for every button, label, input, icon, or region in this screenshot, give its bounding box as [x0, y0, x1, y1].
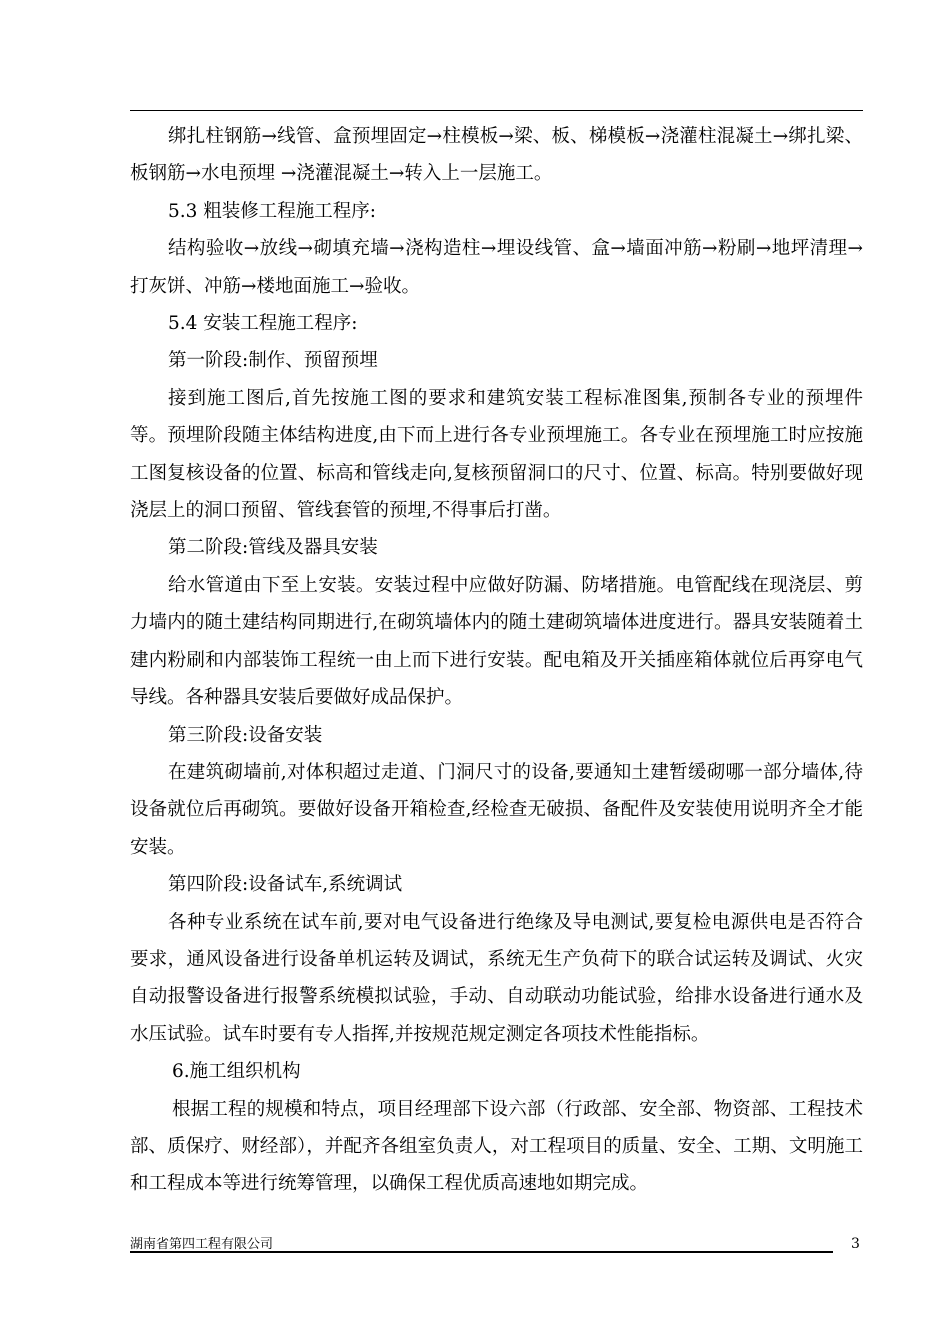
stage-1-paragraph: 接到施工图后,首先按施工图的要求和建筑安装工程标准图集,预制各专业的预埋件等。预埋阶段随主体结构进度,由下而上进行各专业预埋施工。各专业在预埋施工时应按施工图复核设备的位置、标高和管线走向,复核预留洞口的尺寸、位置、标高。特别要做好现浇层上的洞口预留、管线套管的预埋,不得事后打凿。	[130, 387, 863, 522]
page-number: 3	[851, 1236, 860, 1252]
paragraph-rough-decoration: 结构验收→放线→砌填充墙→浇构造柱→埋设线管、盒→墙面冲筋→粉刷→地坪清理→打灰饼、冲筋→楼地面施工→验收。	[130, 238, 863, 297]
page-body	[130, 118, 863, 1203]
heading-5-4: 5.4 安装工程施工程序:	[168, 313, 358, 335]
heading-5-3: 5.3 粗装修工程施工程序:	[168, 200, 377, 222]
paragraph-construction-sequence: 绑扎柱钢筋→线管、盒预埋固定→柱模板→梁、板、梯模板→浇灌柱混凝土→绑扎梁、板钢筋→水电预埋 →浇灌混凝土→转入上一层施工。	[130, 126, 863, 185]
heading-6: 6.施工组织机构	[172, 1061, 301, 1083]
stage-2-heading: 第二阶段:管线及器具安装	[168, 537, 378, 559]
footer-company-name: 湖南省第四工程有限公司	[130, 1237, 274, 1252]
footer-rule	[130, 1251, 833, 1253]
stage-3-heading: 第三阶段:设备安装	[168, 724, 323, 746]
stage-3-paragraph: 在建筑砌墙前,对体积超过走道、门洞尺寸的设备,要通知土建暂缓砌哪一部分墙体,待设备就位后再砌筑。要做好设备开箱检查,经检查无破损、备配件及安装使用说明齐全才能安装。	[130, 761, 863, 858]
organization-paragraph: 根据工程的规模和特点，项目经理部下设六部（行政部、安全部、物资部、工程技术部、质保疗、财经部），并配齐各组室负责人，对工程项目的质量、安全、工期、文明施工和工程成本等进行统筹管理，以确保工程优质高速地如期完成。	[130, 1098, 863, 1195]
stage-2-paragraph: 给水管道由下至上安装。安装过程中应做好防漏、防堵措施。电管配线在现浇层、剪力墙内的随土建结构同期进行,在砌筑墙体内的随土建砌筑墙体进度进行。器具安装随着土建内粉刷和内部装饰工程统一由上而下进行安装。配电箱及开关插座箱体就位后再穿电气导线。各种器具安装后要做好成品保护。	[130, 574, 863, 709]
stage-4-paragraph: 各种专业系统在试车前,要对电气设备进行绝缘及导电测试,要复检电源供电是否符合要求，通风设备进行设备单机运转及调试，系统无生产负荷下的联合试运转及调试、火灾自动报警设备进行报警系统模拟试验，手动、自动联动功能试验，给排水设备进行通水及水压试验。试车时要有专人指挥,并按规范规定测定各项技术性能指标。	[130, 911, 863, 1045]
header-rule	[130, 110, 863, 111]
stage-4-heading: 第四阶段:设备试车,系统调试	[168, 874, 403, 896]
stage-1-heading: 第一阶段:制作、预留预埋	[168, 350, 378, 372]
